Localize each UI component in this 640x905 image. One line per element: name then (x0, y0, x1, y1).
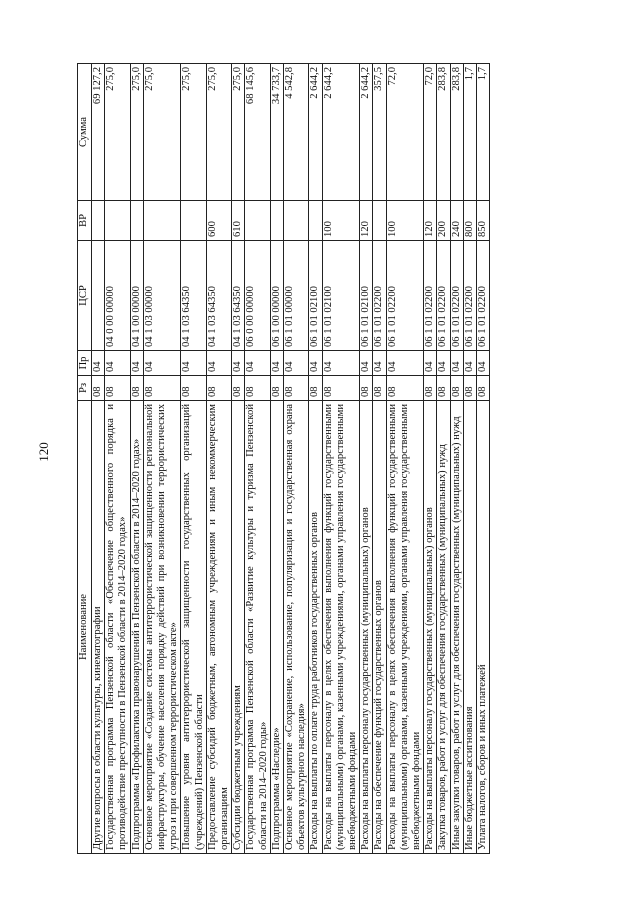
cell-csr: 06 1 01 02100 (360, 241, 373, 351)
cell-vr (284, 201, 309, 241)
cell-csr: 06 1 01 02100 (322, 241, 360, 351)
cell-csr: 04 1 03 00000 (143, 241, 181, 351)
page-number: 120 (36, 442, 51, 462)
cell-name: Основное мероприятие «Сохранение, использование, популяризация и государственная охрана объектов культурного наследия» (284, 401, 309, 854)
cell-vr (92, 201, 105, 241)
cell-pr: 04 (232, 351, 245, 376)
table-row (424, 64, 437, 854)
cell-sum: 2 644,2 (322, 64, 360, 201)
cell-pr: 04 (105, 351, 130, 376)
cell-csr: 06 1 01 00000 (284, 241, 309, 351)
cell-pr: 04 (92, 351, 105, 376)
cell-rz: 08 (437, 376, 450, 401)
cell-csr: 04 1 03 64350 (232, 241, 245, 351)
cell-sum: 283,8 (437, 64, 450, 201)
cell-name: Расходы на выплаты персоналу в целях обеспечения выполнения функций государственными (муниципальными) органами, казенными учреждениями, органами управления государственными внебюджетными фондами (322, 401, 360, 854)
cell-pr: 04 (322, 351, 360, 376)
cell-name: Расходы на выплаты персоналу государственных (муниципальных) органов (424, 401, 437, 854)
table-row (437, 64, 450, 854)
rotated-page-content (77, 64, 575, 854)
cell-rz: 08 (92, 376, 105, 401)
cell-csr: 06 1 00 00000 (270, 241, 283, 351)
cell-csr: 04 1 03 64350 (181, 241, 206, 351)
cell-sum: 275,0 (206, 64, 231, 201)
cell-name: Расходы на обеспечение функций государственных органов (373, 401, 386, 854)
cell-sum: 275,0 (105, 64, 130, 201)
cell-pr: 04 (463, 351, 476, 376)
cell-sum: 2 644,2 (309, 64, 322, 201)
cell-name: Иные бюджетные ассигнования (463, 401, 476, 854)
cell-rz: 08 (284, 376, 309, 401)
cell-pr: 04 (143, 351, 181, 376)
cell-vr: 850 (477, 201, 490, 241)
cell-csr: 04 1 03 64350 (206, 241, 231, 351)
table-body (92, 64, 490, 854)
table-row (245, 64, 270, 854)
cell-sum: 72,0 (424, 64, 437, 201)
table-row (373, 64, 386, 854)
cell-vr: 800 (463, 201, 476, 241)
cell-rz: 08 (270, 376, 283, 401)
cell-pr: 04 (270, 351, 283, 376)
cell-pr: 04 (130, 351, 143, 376)
header-csr: ЦСР (78, 241, 92, 351)
cell-name: Основное мероприятие «Создание системы антитеррористической защищенности региональной инфраструктуры, обучение населения порядку действий при возникновении террористических угроз и при совершенном террористическом акте» (143, 401, 181, 854)
cell-name: Другие вопросы в области культуры, кинематографии (92, 401, 105, 854)
cell-vr: 120 (360, 201, 373, 241)
cell-vr: 610 (232, 201, 245, 241)
cell-csr: 06 1 01 02200 (463, 241, 476, 351)
cell-rz: 08 (463, 376, 476, 401)
cell-rz: 08 (360, 376, 373, 401)
cell-sum: 275,0 (143, 64, 181, 201)
cell-vr (245, 201, 270, 241)
cell-pr: 04 (181, 351, 206, 376)
cell-rz: 08 (322, 376, 360, 401)
cell-sum: 4 542,8 (284, 64, 309, 201)
cell-vr: 200 (437, 201, 450, 241)
budget-table (77, 63, 490, 854)
table-row (309, 64, 322, 854)
cell-rz: 08 (105, 376, 130, 401)
cell-name: Государственная программа Пензенской области «Развитие культуры и туризма Пензенской области на 2014–2020 годы» (245, 401, 270, 854)
cell-vr (181, 201, 206, 241)
cell-name: Уплата налогов, сборов и иных платежей (477, 401, 490, 854)
cell-vr (373, 201, 386, 241)
cell-rz: 08 (450, 376, 463, 401)
cell-pr: 04 (309, 351, 322, 376)
table-row (92, 64, 105, 854)
cell-name: Подпрограмма «Профилактика правонарушений в Пензенской области в 2014–2020 годах» (130, 401, 143, 854)
header-rz: Рз (78, 376, 92, 401)
cell-pr: 04 (424, 351, 437, 376)
cell-name: Подпрограмма «Наследие» (270, 401, 283, 854)
cell-csr: 06 0 00 00000 (245, 241, 270, 351)
cell-sum: 1,7 (477, 64, 490, 201)
table-row (463, 64, 476, 854)
cell-vr: 100 (322, 201, 360, 241)
cell-rz: 08 (424, 376, 437, 401)
cell-vr (309, 201, 322, 241)
header-name: Наименование (78, 401, 92, 854)
cell-rz: 08 (143, 376, 181, 401)
cell-name: Повышение уровня антитеррористической защищенности государственных организаций (учреждений) Пензенской области (181, 401, 206, 854)
cell-pr: 04 (386, 351, 424, 376)
cell-pr: 04 (450, 351, 463, 376)
cell-name: Расходы на выплаты персоналу государственных (муниципальных) органов (360, 401, 373, 854)
cell-vr (143, 201, 181, 241)
cell-sum: 275,0 (232, 64, 245, 201)
cell-name: Государственная программа Пензенской области «Обеспечение общественного порядка и противодействие преступности в Пензенской области в 2014–2020 годах» (105, 401, 130, 854)
cell-csr: 06 1 01 02200 (373, 241, 386, 351)
cell-sum: 69 127,2 (92, 64, 105, 201)
table-row (322, 64, 360, 854)
cell-pr: 04 (245, 351, 270, 376)
cell-name: Расходы на выплаты по оплате труда работников государственных органов (309, 401, 322, 854)
cell-sum: 275,0 (181, 64, 206, 201)
cell-csr: 06 1 01 02200 (477, 241, 490, 351)
cell-rz: 08 (386, 376, 424, 401)
cell-csr: 06 1 01 02100 (309, 241, 322, 351)
cell-sum: 2 644,2 (360, 64, 373, 201)
cell-rz: 08 (477, 376, 490, 401)
header-sum: Сумма (78, 64, 92, 201)
table-row (450, 64, 463, 854)
table-row (105, 64, 130, 854)
cell-pr: 04 (360, 351, 373, 376)
cell-sum: 357,5 (373, 64, 386, 201)
cell-name: Иные закупки товаров, работ и услуг для обеспечения государственных (муниципальных) нужд (450, 401, 463, 854)
cell-csr: 06 1 01 02200 (386, 241, 424, 351)
cell-vr: 120 (424, 201, 437, 241)
cell-vr (105, 201, 130, 241)
cell-pr: 04 (206, 351, 231, 376)
cell-rz: 08 (245, 376, 270, 401)
table-row (143, 64, 181, 854)
cell-csr: 06 1 01 02200 (424, 241, 437, 351)
cell-sum: 283,8 (450, 64, 463, 201)
table-row (270, 64, 283, 854)
table-row (206, 64, 231, 854)
cell-csr: 04 0 00 00000 (105, 241, 130, 351)
header-pr: Пр (78, 351, 92, 376)
cell-vr (130, 201, 143, 241)
cell-vr: 240 (450, 201, 463, 241)
table-row (284, 64, 309, 854)
cell-vr: 600 (206, 201, 231, 241)
cell-name: Субсидии бюджетным учреждениям (232, 401, 245, 854)
cell-sum: 34 733,7 (270, 64, 283, 201)
cell-rz: 08 (309, 376, 322, 401)
cell-name: Закупка товаров, работ и услуг для обеспечения государственных (муниципальных) нужд (437, 401, 450, 854)
cell-pr: 04 (477, 351, 490, 376)
cell-name: Расходы на выплаты персоналу в целях обеспечения выполнения функций государственными (муниципальными) органами, казенными учреждениями, органами управления государственными внебюджетными фондами (386, 401, 424, 854)
header-vr: ВР (78, 201, 92, 241)
table-row (232, 64, 245, 854)
cell-pr: 04 (284, 351, 309, 376)
table-row (386, 64, 424, 854)
cell-sum: 68 145,6 (245, 64, 270, 201)
cell-rz: 08 (181, 376, 206, 401)
cell-name: Предоставление субсидий бюджетным, автономным учреждениям и иным некоммерческим организациям (206, 401, 231, 854)
cell-csr: 06 1 01 02200 (450, 241, 463, 351)
cell-rz: 08 (206, 376, 231, 401)
table-row (130, 64, 143, 854)
cell-sum: 275,0 (130, 64, 143, 201)
cell-pr: 04 (437, 351, 450, 376)
cell-csr: 06 1 01 02200 (437, 241, 450, 351)
cell-csr (92, 241, 105, 351)
cell-vr (270, 201, 283, 241)
cell-rz: 08 (373, 376, 386, 401)
cell-vr: 100 (386, 201, 424, 241)
table-row (477, 64, 490, 854)
cell-sum: 1,7 (463, 64, 476, 201)
cell-csr: 04 1 00 00000 (130, 241, 143, 351)
table-row (181, 64, 206, 854)
table-row (360, 64, 373, 854)
cell-pr: 04 (373, 351, 386, 376)
table-header-row (78, 64, 92, 854)
cell-sum: 72,0 (386, 64, 424, 201)
cell-rz: 08 (130, 376, 143, 401)
cell-rz: 08 (232, 376, 245, 401)
